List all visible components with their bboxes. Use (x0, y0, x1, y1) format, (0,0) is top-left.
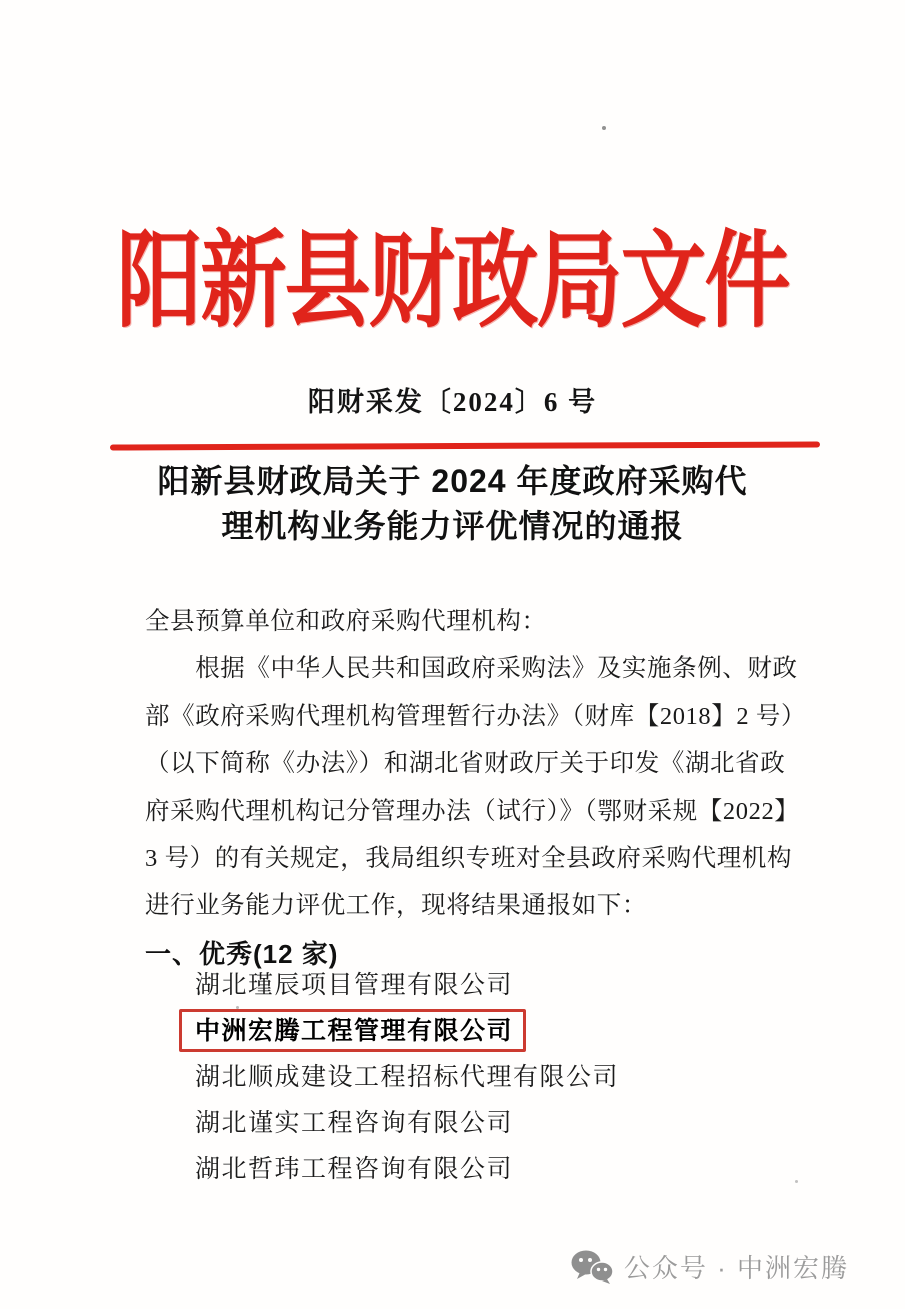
document-title-line-2: 理机构业务能力评优情况的通报 (221, 508, 684, 544)
scan-artifact-speck (795, 1180, 798, 1183)
salutation-line: 全县预算单位和政府采购代理机构： (145, 608, 547, 635)
watermark-text: 公众号 · 中洲宏腾 (623, 1253, 849, 1283)
list-item-company: 湖北哲玮工程咨询有限公司 (195, 1156, 514, 1183)
body-line: 府采购代理机构记分管理办法（试行）》（鄂财采规【2022】 (145, 797, 800, 825)
body-line: 进行业务能力评优工作，现将结果通报如下： (145, 892, 647, 920)
red-highlight-box: 中洲宏腾工程管理有限公司 (179, 1009, 526, 1052)
document-title-line-1: 阳新县财政局关于 2024 年度政府采购代 (157, 463, 748, 499)
scan-artifact-speck (236, 1006, 239, 1009)
list-item-company: 湖北瑾辰项目管理有限公司 (195, 972, 514, 999)
watermark (570, 1248, 849, 1285)
company-list (195, 963, 619, 1193)
red-divider-rule (110, 441, 820, 450)
body-line: 部《政府采购代理机构管理暂行办法》（财库【2018】2 号） (145, 702, 807, 730)
document-body (145, 598, 807, 976)
body-line: 根据《中华人民共和国政府采购法》及实施条例、财政 (145, 655, 798, 683)
list-item-company: 湖北顺成建设工程招标代理有限公司 (195, 1064, 620, 1091)
document-title (0, 459, 905, 549)
section-heading-excellent: 一、优秀(12 家) (145, 938, 339, 969)
list-item-company-highlighted (195, 1009, 619, 1055)
body-line: （以下简称《办法》）和湖北省财政厅关于印发《湖北省政 (145, 750, 786, 778)
wechat-icon (570, 1249, 614, 1285)
list-item-company: 湖北谨实工程咨询有限公司 (195, 1110, 514, 1137)
body-line: 3 号）的有关规定，我局组织专班对全县政府采购代理机构 (145, 845, 793, 873)
document-number: 阳财采发〔2024〕6 号 (307, 387, 598, 417)
letterhead-title: 阳新县财政局文件 (116, 222, 789, 340)
scan-artifact-speck (602, 126, 606, 130)
